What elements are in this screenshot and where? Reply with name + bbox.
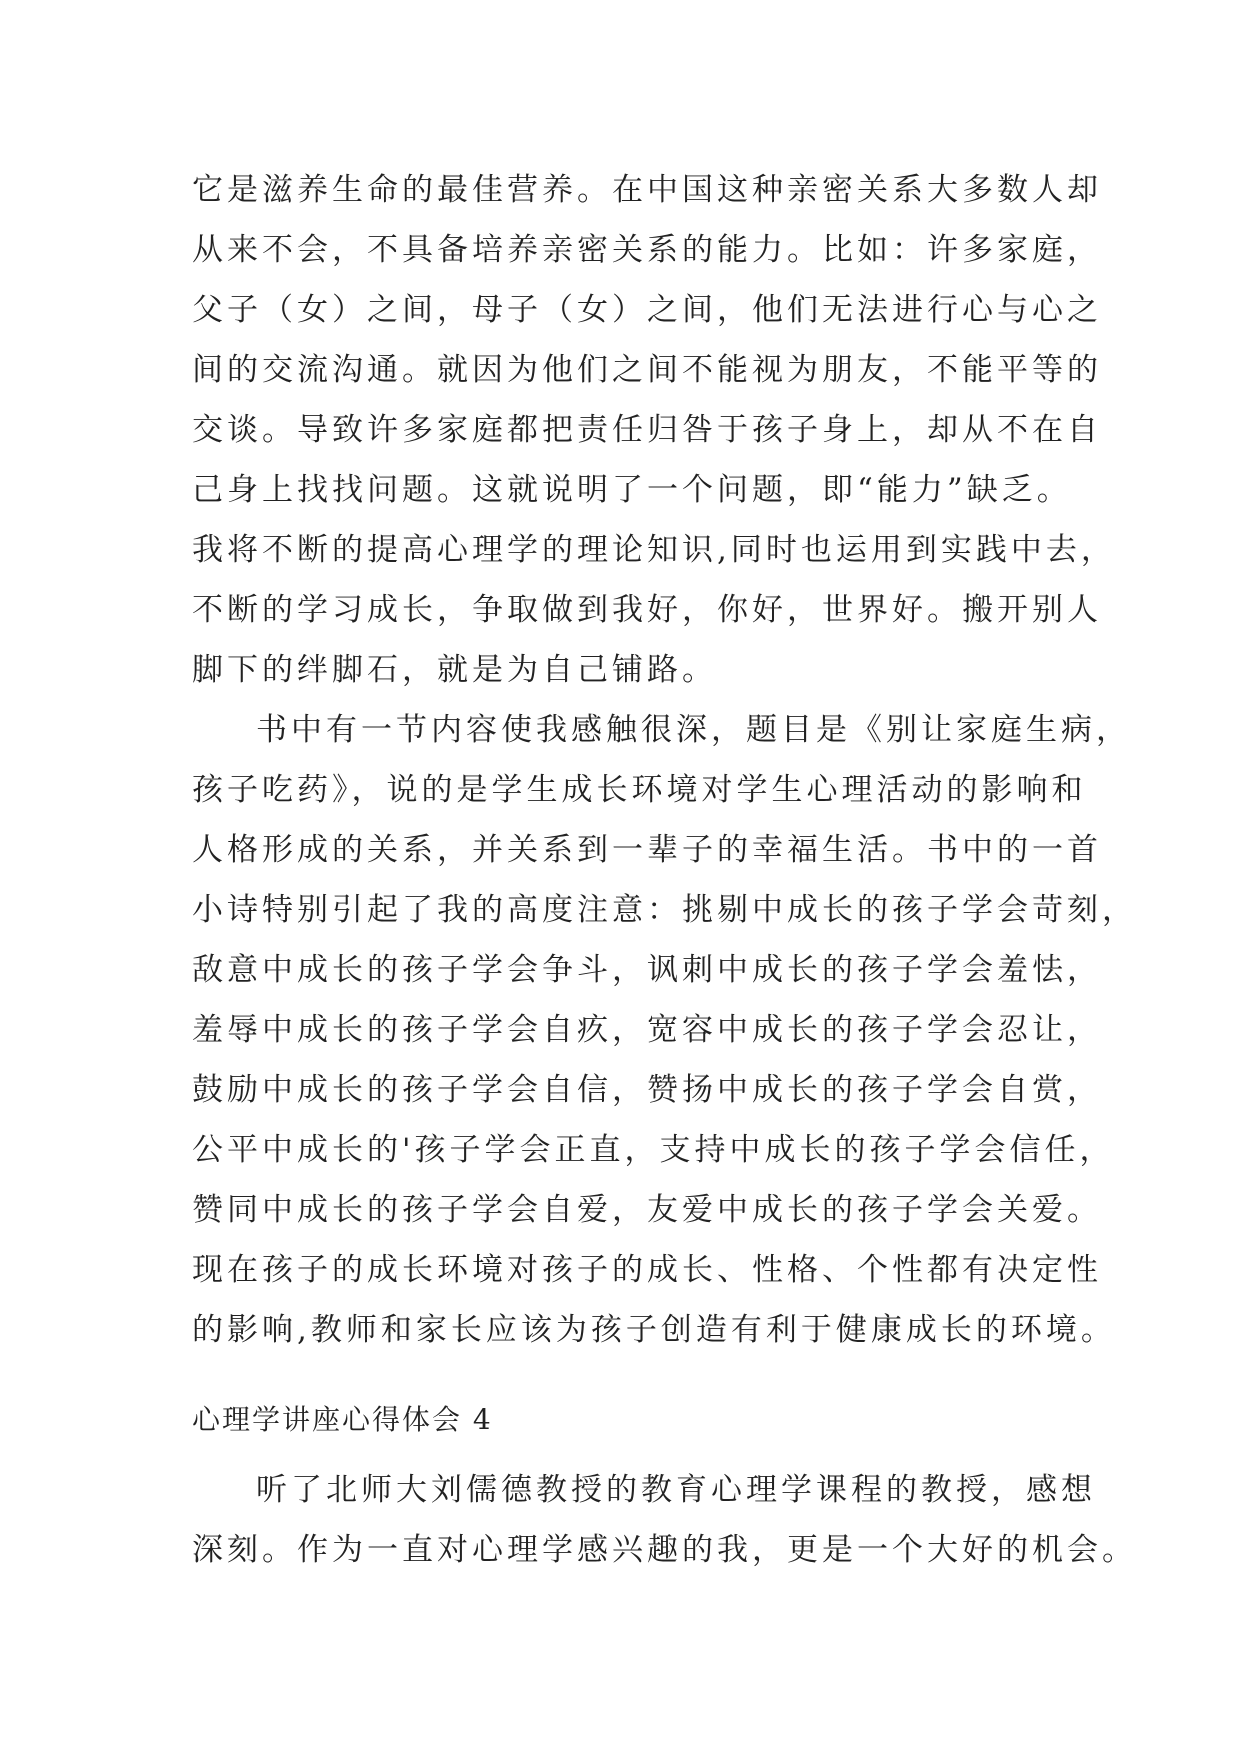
text-line: 交谈。导致许多家庭都把责任归咎于孩子身上，却从不在自 — [192, 412, 1102, 448]
text-line: 不断的学习成长，争取做到我好，你好，世界好。搬开别人 — [192, 592, 1102, 628]
text-line: 从来不会，不具备培养亲密关系的能力。比如：许多家庭， — [192, 232, 1102, 268]
text-line: 深刻。作为一直对心理学感兴趣的我，更是一个大好的机会。 — [192, 1532, 1137, 1568]
section-heading: 心理学讲座心得体会 4 — [192, 1403, 493, 1436]
text-line: 羞辱中成长的孩子学会自疚，宽容中成长的孩子学会忍让， — [192, 1012, 1102, 1048]
text-line: 间的交流沟通。就因为他们之间不能视为朋友，不能平等的 — [192, 352, 1102, 388]
text-line: 听了北师大刘儒德教授的教育心理学课程的教授，感想 — [256, 1472, 1096, 1508]
text-line: 现在孩子的成长环境对孩子的成长、性格、个性都有决定性 — [192, 1252, 1102, 1288]
text-line: 小诗特别引起了我的高度注意：挑剔中成长的孩子学会苛刻， — [192, 892, 1137, 928]
text-line: 脚下的绊脚石，就是为自己铺路。 — [192, 652, 717, 688]
text-line: 人格形成的关系，并关系到一辈子的幸福生活。书中的一首 — [192, 832, 1102, 868]
text-line: 公平中成长的'孩子学会正直，支持中成长的孩子学会信任， — [192, 1132, 1115, 1168]
text-line: 我将不断的提高心理学的理论知识,同时也运用到实践中去， — [192, 532, 1116, 568]
text-line: 孩子吃药》，说的是学生成长环境对学生心理活动的影响和 — [192, 772, 1087, 808]
text-line: 鼓励中成长的孩子学会自信，赞扬中成长的孩子学会自赏， — [192, 1072, 1102, 1108]
text-line: 父子（女）之间，母子（女）之间，他们无法进行心与心之 — [192, 292, 1102, 328]
text-line: 赞同中成长的孩子学会自爱，友爱中成长的孩子学会关爱。 — [192, 1192, 1102, 1228]
text-line: 书中有一节内容使我感触很深，题目是《别让家庭生病， — [256, 712, 1131, 748]
text-line: 己身上找找问题。这就说明了一个问题，即“能力”缺乏。 — [192, 472, 1072, 508]
text-line: 的影响,教师和家长应该为孩子创造有利于健康成长的环境。 — [192, 1312, 1116, 1348]
text-line: 敌意中成长的孩子学会争斗，讽刺中成长的孩子学会羞怯， — [192, 952, 1102, 988]
text-line: 它是滋养生命的最佳营养。在中国这种亲密关系大多数人却 — [192, 172, 1102, 208]
